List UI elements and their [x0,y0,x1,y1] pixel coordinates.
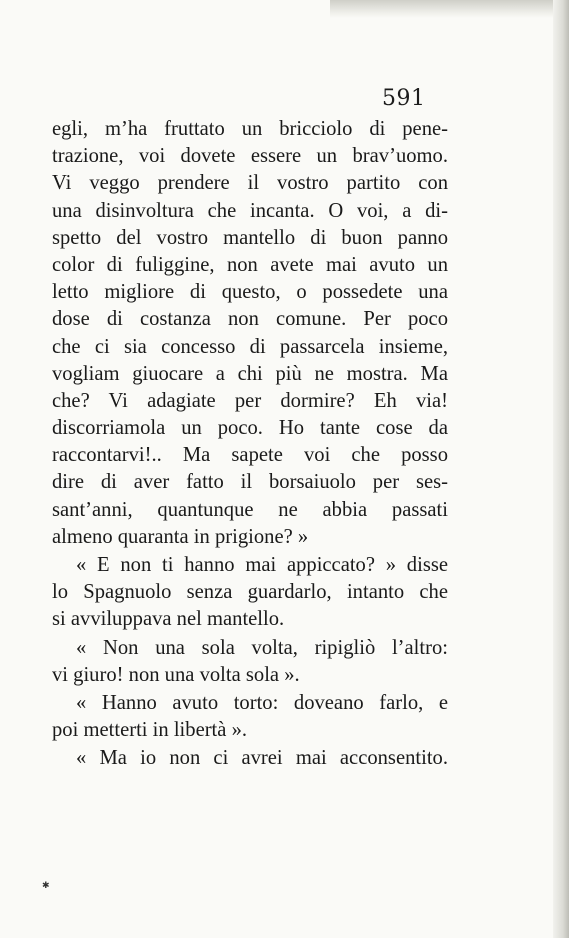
text-line: una disinvoltura che incanta. O voi, a di- [52,199,448,222]
paper-speck-icon: ✱ [42,881,50,891]
text-line: dire di aver fatto il borsaiuolo per ses- [52,471,448,494]
text-line: si avviluppava nel mantello. [52,608,285,631]
text-line: trazione, voi dovete essere un brav’uomo. [52,145,448,168]
text-line: dose di costanza non comune. Per poco [52,308,448,331]
text-line: letto migliore di questo, o possedete una [52,281,448,304]
text-line: egli, m’ha fruttato un bricciolo di pene- [52,118,448,140]
text-line: discorriamola un poco. Ho tante cose da [52,417,448,440]
page-top-shadow [330,0,569,18]
body-text [52,116,448,773]
text-line: « Ma io non ci avrei mai acconsentito. [76,747,448,770]
text-line: vogliam giuocare a chi più ne mostra. Ma [52,362,448,385]
text-line: spetto del vostro mantello di buon panno [52,226,448,249]
text-line: « Hanno avuto torto: doveano farlo, e [76,691,448,714]
text-line: lo Spagnuolo senza guardarlo, intanto che [52,581,448,604]
text-line: poi metterti in libertà ». [52,719,248,742]
text-line: color di fuliggine, non avete mai avuto un [52,253,448,276]
text-line: Vi veggo prendere il vostro partito con [52,172,448,195]
text-line: che? Vi adagiate per dormire? Eh via! [52,389,448,412]
text-line: « Non una sola volta, ripigliò l’altro: [76,636,448,659]
text-line: almeno quaranta in prigione? » [52,525,309,548]
text-line: sant’anni, quantunque ne abbia passati [52,498,448,521]
text-line: che ci sia concesso di passarcela insieme, [52,335,448,358]
text-line: raccontarvi!.. Ma sapete voi che posso [52,444,448,467]
text-line: « E non ti hanno mai appiccato? » disse [76,554,448,576]
text-line: vi giuro! non una volta sola ». [52,663,300,686]
page-binding-edge [553,0,569,938]
page-number: 591 [382,86,426,111]
